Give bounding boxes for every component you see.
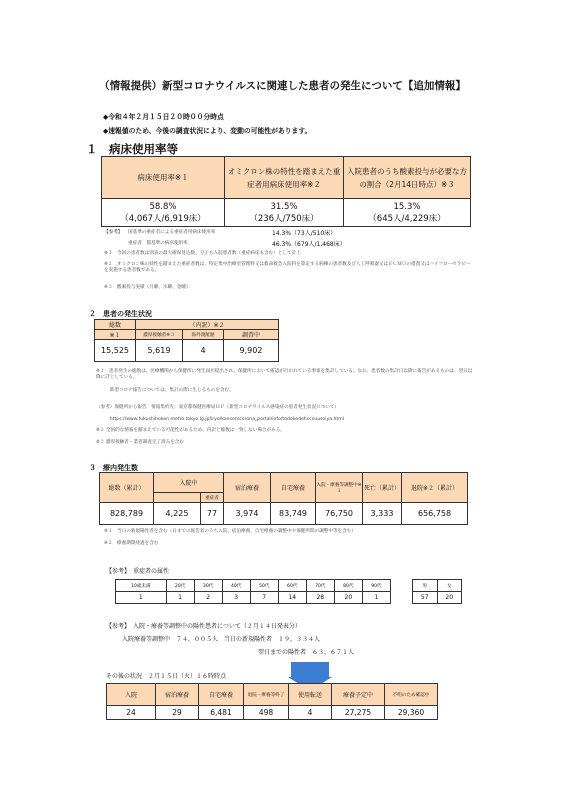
hospitalized-header: 入院 [107, 684, 156, 706]
age-header: 90代 [362, 580, 390, 592]
age-value: 2 [194, 592, 222, 604]
note: ※２ オミクロン株の特性を踏まえた重症者数は、特定集中治療室管理料又は救命救急入院料を算定する病棟の患者数及び人工呼吸器又はＥＣＭＯの措置又はハイフローセラピーを実施する患者数である。 [104, 262, 471, 274]
home-care-value: 83,749 [271, 503, 316, 525]
discharged-header: 退院・療養等終了 [244, 684, 289, 706]
timestamp-bullet: ◆令和４年２月１５日２０時００分時点 [103, 113, 224, 121]
severe-sex-table [412, 579, 462, 604]
hotel-care-header: 宿泊療養 [156, 684, 199, 706]
note: （参考）保健所から報告 情報集約先：東京都保健医療局ＨＰ（新型コロナウイルス感染症の患者発生状況について） [96, 405, 340, 410]
total-value: 15,525 [95, 340, 136, 362]
down-arrow-icon [291, 662, 329, 677]
age-value: 1 [362, 592, 390, 604]
sex-header: 女 [437, 580, 462, 592]
under-investigation-value: 9,902 [224, 340, 279, 362]
note: ※１ 当日の新規陽性者を含む（日までの報告者のうち入院、宿泊療養、自宅療養の調整中や保健所間の調整中等を含む） [104, 529, 356, 534]
age-header: 10歳未満 [116, 580, 167, 592]
hotel-care-value: 3,974 [224, 503, 271, 525]
severe-age-table [115, 579, 391, 604]
adjustment-line: 入院療養等調整中 ７４，００５人 当日の新規陽性者 １９，３３４人 [122, 636, 321, 643]
note: ※３ 濃厚接触者・業者調査完了済みを含む [96, 440, 184, 445]
age-value: 28 [306, 592, 334, 604]
bed-usage-table [101, 156, 471, 227]
home-care-header: 自宅療養 [271, 473, 316, 503]
severe-header: 重症者 [201, 493, 224, 503]
age-value: 1 [166, 592, 194, 604]
hospitalized-header: 入院中 [154, 473, 224, 493]
sex-value: 20 [437, 592, 462, 604]
reference-url: https://www.fukushihoken.metro.tokyo.lg.jp/iryo/kansen/corona_portal/info/todokedehccsuuseiya.html [96, 417, 344, 422]
age-header: 50代 [250, 580, 278, 592]
note: ※１ 今回の患者数は別表の最大確保見込数。分子も入院患者数（重症病床も含む）として計上 [104, 251, 301, 256]
breakdown-header: （内訳）※２ [136, 320, 279, 330]
total-header: 総数 [95, 320, 136, 330]
reference-row-value: 14.3%（73人/510床） [272, 230, 337, 237]
discharged-value: 656,758 [402, 503, 468, 525]
oxygen-ratio-header: 入院患者のうち酸素投与が必要な方の割合（2月14日時点）※３ [344, 157, 471, 199]
reference-row-label: 国基準の重症者による重症者用病床使用率 [128, 230, 216, 235]
total-note-header: ※１ [95, 330, 136, 340]
note: 新型コロナ報告については、集計の際に生じるものを含む。 [96, 388, 234, 393]
oxygen-ratio-cell: 15.3% （645人/4,229床） [344, 199, 471, 227]
bed-usage-header: 病床使用率※１ [102, 157, 225, 199]
age-value: 1 [116, 592, 167, 604]
home-care-value: 6,481 [199, 706, 244, 720]
close-contact-header: 濃厚接触者※３ [136, 330, 183, 340]
adjustment-label: 【参考】 入院・療養等調整中の陽性患者について（２月１４日発表分） [106, 623, 301, 630]
age-value: 20 [334, 592, 362, 604]
note: ※２ 全国的な情報を踏まえている可能性があるため、内訳と総数は一致しない場合がある。 [96, 428, 285, 433]
deaths-header: 死亡（累計） [363, 473, 402, 503]
hospitalized-value: 4,225 [154, 503, 201, 525]
hotel-care-header: 宿泊療養 [224, 473, 271, 503]
hospitalized-value: 24 [107, 706, 156, 720]
adjusting-value: 76,750 [316, 503, 363, 525]
age-header: 80代 [334, 580, 362, 592]
age-header: 30代 [194, 580, 222, 592]
sex-value: 57 [413, 592, 438, 604]
age-header: 60代 [278, 580, 306, 592]
patient-occurrence-table [94, 319, 279, 362]
reference-label: 【参考】 [104, 230, 123, 235]
later-status-table [106, 683, 438, 720]
reference-row-value: 46.3%（679人/1,468床） [272, 241, 346, 248]
age-header: 40代 [222, 580, 250, 592]
transfer-header: 使用転送 [289, 684, 332, 706]
unknown-header: 不明のため確認中 [385, 684, 438, 706]
occurrence-count-table [99, 472, 468, 525]
transfer-value: 4 [289, 706, 332, 720]
home-care-header: 自宅療養 [199, 684, 244, 706]
adjusting-header: 入院・療養等調整中※１ [316, 473, 363, 503]
hotel-care-value: 29 [156, 706, 199, 720]
overseas-travel-header: 海外渡航歴 [183, 330, 224, 340]
note: ※３ 酸素投与実績（月曜、水曜、金曜） [104, 285, 191, 290]
overseas-travel-value: 4 [183, 340, 224, 362]
later-status-label: その後の状況 ２月１５日（火）１６時時点 [106, 673, 227, 680]
deaths-value: 3,333 [363, 503, 402, 525]
age-header: 70代 [306, 580, 334, 592]
discharged-header: 退院※２（累計） [402, 473, 468, 503]
severe-bed-usage-header: オミクロン株の特性を踏まえた重症者用病床使用率※２ [225, 157, 344, 199]
total-cumulative-value: 828,789 [100, 503, 154, 525]
age-header: 20代 [166, 580, 194, 592]
section3-heading: ３ 療内発生数 [89, 464, 138, 472]
bed-usage-cell: 58.8% （4,067人/6,919床） [102, 199, 225, 227]
discharged-value: 498 [244, 706, 289, 720]
under-investigation-header: 調査中 [224, 330, 279, 340]
page-title: （情報提供）新型コロナウイルスに関連した患者の発生について【追加情報】 [99, 80, 466, 92]
severe-bed-usage-cell: 31.5% （236人/750床） [225, 199, 344, 227]
total-cumulative-header: 総数（累計） [100, 473, 154, 503]
note: ※１ 患者発生の総数は、医療機関から保健所に発生届が提出され、保健所において確認が行われている事案を集計している。なお、患者数の集計日以降に報告があるものは、翌日以降に計上している。 [96, 369, 473, 381]
section1-heading: １ 病床使用率等 [86, 142, 178, 156]
scheduled-header: 療養予定中 [332, 684, 385, 706]
severe-attributes-label: 【参考】 重症者の属性 [106, 568, 170, 575]
note: ※２ 療養期間経過を含む [104, 541, 159, 546]
section2-heading: ２ 患者の発生状況 [89, 310, 152, 318]
unknown-value: 29,360 [385, 706, 438, 720]
disclaimer-bullet: ◆速報値のため、今後の調査状況により、変動の可能性があります。 [103, 127, 312, 135]
sex-header: 男 [413, 580, 438, 592]
close-contact-value: 5,619 [136, 340, 183, 362]
age-value: 14 [278, 592, 306, 604]
scheduled-value: 27,275 [332, 706, 385, 720]
age-value: 7 [250, 592, 278, 604]
reference-row-label: 重症者 都基準の病床使用率 [128, 241, 188, 246]
adjustment-line: 翌日までの陽性者 ６３，６７１人 [258, 649, 355, 656]
severe-value: 77 [201, 503, 224, 525]
age-value: 3 [222, 592, 250, 604]
